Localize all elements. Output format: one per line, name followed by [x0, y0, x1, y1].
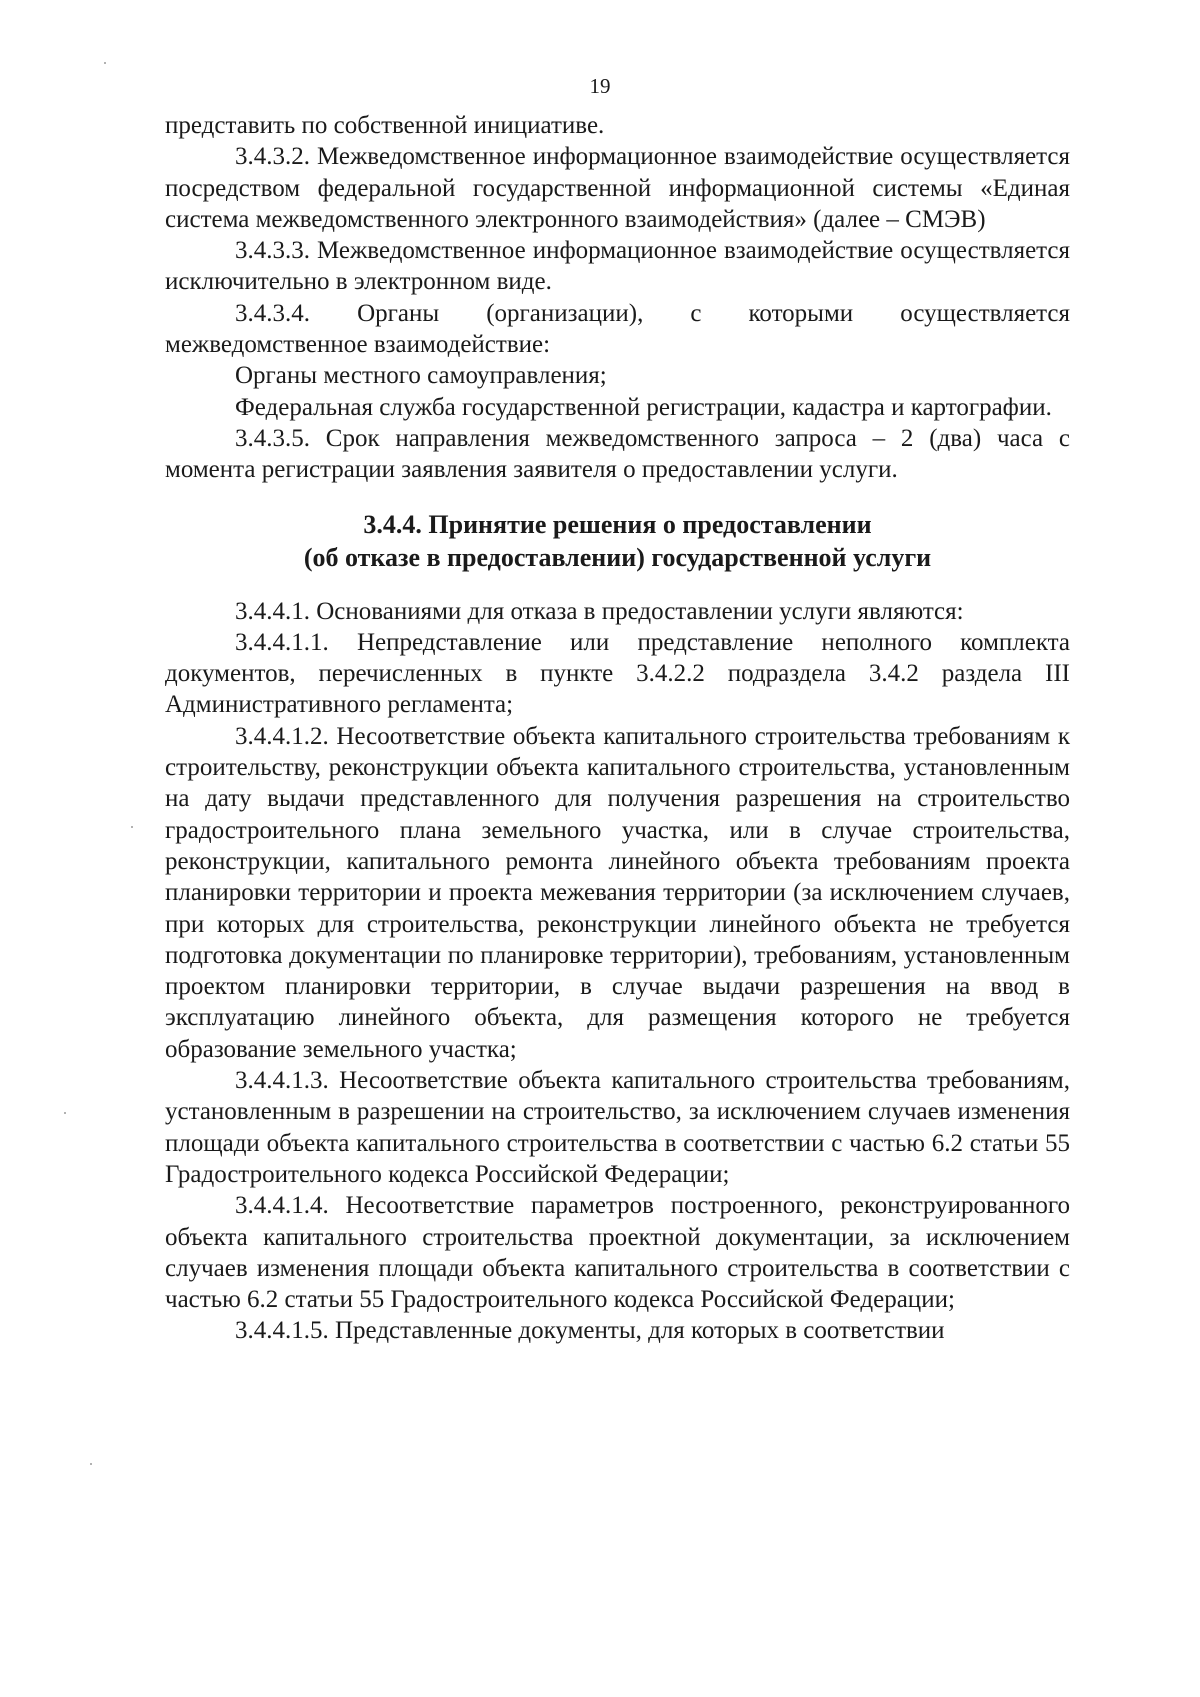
- scan-speck: [64, 1112, 66, 1114]
- paragraph: 3.4.4.1.5. Представленные документы, для которых в соответствии: [235, 1317, 945, 1345]
- paragraph: 3.4.3.5. Срок направления межведомственного запроса – 2 (два) часа с момента регистрации заявления заявителя о предоставлении услуги.: [165, 424, 1070, 484]
- section-heading-line-2: (об отказе в предоставлении) государственной услуги: [303, 542, 932, 572]
- scan-speck: [131, 826, 133, 828]
- paragraph: Органы местного самоуправления;: [235, 362, 607, 390]
- paragraph: Федеральная служба государственной регистрации, кадастра и картографии.: [235, 393, 1052, 421]
- paragraphs-after-heading: [165, 596, 1070, 1347]
- scan-speck: [104, 62, 106, 64]
- paragraph: 3.4.3.2. Межведомственное информационное взаимодействие осуществляется посредством федеральной государственной информационной системы «Единая система межведомственного электронного взаимодействия» (далее – СМЭВ): [165, 143, 1070, 233]
- paragraph: 3.4.4.1.1. Непредставление или представление неполного комплекта документов, перечисленных в пункте 3.4.2.2 подраздела 3.4.2 раздела III Административного регламента;: [165, 628, 1070, 719]
- paragraphs-before-heading: [165, 110, 1070, 486]
- paragraph: 3.4.4.1.4. Несоответствие параметров построенного, реконструированного объекта капитального строительства проектной документации, за исключением случаев изменения площади объекта капитального строительства в соответствии с частью 6.2 статьи 55 Градостроительного кодекса Российской Федерации;: [165, 1192, 1070, 1314]
- section-heading: [165, 508, 1070, 574]
- scan-speck: [90, 1463, 92, 1465]
- paragraph: 3.4.3.4. Органы (организации), с которыми осуществляется межведомственное взаимодействие:: [165, 299, 1070, 359]
- paragraph: 3.4.4.1.2. Несоответствие объекта капитального строительства требованиям к строительству, реконструкции объекта капитального строительства, установленным на дату выдачи представленного для получения разрешения на строительство градостроительного плана земельного участка, или в случае строительства, реконструкции, капитального ремонта линейного объекта требованиям проекта планировки территории и проекта межевания территории (за исключением случаев, при которых для строительства, реконструкции линейного объекта не требуется подготовка документации по планировке территории), требованиям, установленным проектом планировки территории, в случае выдачи разрешения на ввод в эксплуатацию линейного объекта, для размещения которого не требуется образование земельного участка;: [165, 722, 1070, 1063]
- section-heading-line-1: 3.4.4. Принятие решения о предоставлении: [363, 509, 872, 539]
- paragraph: представить по собственной инициативе.: [165, 112, 605, 139]
- paragraph: 3.4.3.3. Межведомственное информационное взаимодействие осуществляется исключительно в электронном виде.: [165, 237, 1070, 296]
- page-number: 19: [589, 74, 611, 98]
- paragraph: 3.4.4.1.3. Несоответствие объекта капитального строительства требованиям, установленным в разрешении на строительство, за исключением случаев изменения площади объекта капитального строительства в соответствии с частью 6.2 статьи 55 Градостроительного кодекса Российской Федерации;: [165, 1067, 1070, 1188]
- paragraph: 3.4.4.1. Основаниями для отказа в предоставлении услуги являются:: [235, 597, 964, 625]
- document-body: [165, 110, 1070, 1347]
